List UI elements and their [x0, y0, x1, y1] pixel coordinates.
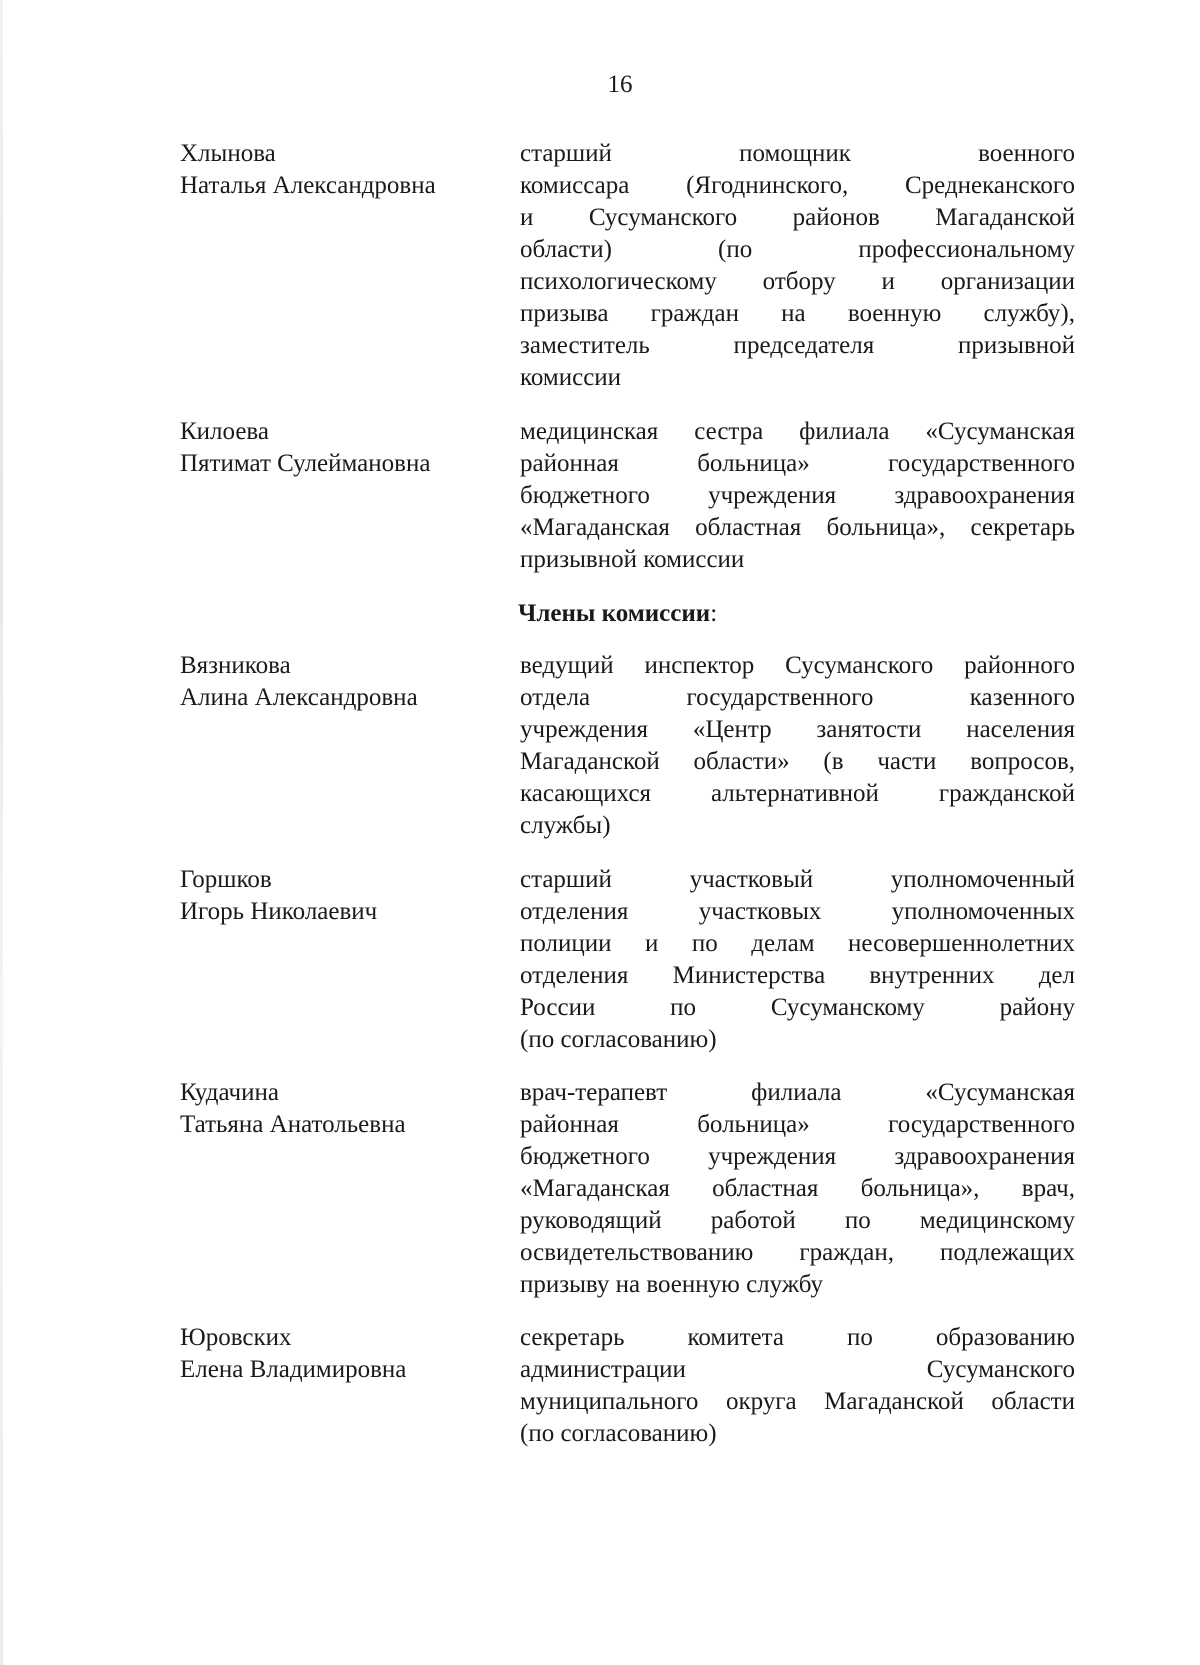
- person-name: [180, 138, 510, 202]
- role-line: районная больница» государственного: [520, 450, 1075, 477]
- role-line: учреждения «Центр занятости населения: [520, 716, 1075, 743]
- role-line: психологическому отбору и организации: [520, 268, 1075, 295]
- person-name: [180, 416, 510, 480]
- person-role: [520, 138, 1075, 394]
- person-role: [520, 864, 1075, 1056]
- role-line: и Сусуманского районов Магаданской: [520, 204, 1075, 231]
- person-given-names: Пятимат Сулеймановна: [180, 450, 431, 477]
- role-line: России по Сусуманскому району: [520, 994, 1075, 1021]
- person-name: [180, 864, 510, 928]
- role-line: (по согласованию): [520, 1026, 717, 1053]
- role-line: отделения Министерства внутренних дел: [520, 962, 1075, 989]
- role-line: муниципального округа Магаданской области: [520, 1388, 1075, 1415]
- role-line: (по согласованию): [520, 1420, 717, 1447]
- role-line: ведущий инспектор Сусуманского районного: [520, 652, 1075, 679]
- role-line: освидетельствованию граждан, подлежащих: [520, 1239, 1075, 1266]
- person-role: [520, 416, 1075, 576]
- person-role: [520, 650, 1075, 842]
- person-role: [520, 1322, 1075, 1450]
- role-line: комиссии: [520, 364, 622, 391]
- scan-edge-artifact: [0, 0, 3, 1665]
- role-line: призыву на военную службу: [520, 1271, 824, 1298]
- person-surname: Кудачина: [180, 1079, 279, 1106]
- role-line: отдела государственного казенного: [520, 684, 1075, 711]
- role-line: комиссара (Ягоднинского, Среднеканского: [520, 172, 1075, 199]
- role-line: врач-терапевт филиала «Сусуманская: [520, 1079, 1075, 1106]
- role-line: службы): [520, 812, 611, 839]
- person-surname: Килоева: [180, 418, 270, 445]
- person-surname: Хлынова: [180, 140, 276, 167]
- role-line: руководящий работой по медицинскому: [520, 1207, 1075, 1234]
- role-line: бюджетного учреждения здравоохранения: [520, 482, 1075, 509]
- role-line: заместитель председателя призывной: [520, 332, 1075, 359]
- role-line: призыва граждан на военную службу),: [520, 300, 1075, 327]
- person-given-names: Наталья Александровна: [180, 172, 436, 199]
- page-number: 16: [607, 71, 633, 98]
- person-role: [520, 1077, 1075, 1301]
- person-given-names: Алина Александровна: [180, 684, 418, 711]
- person-given-names: Елена Владимировна: [180, 1356, 407, 1383]
- role-line: старший участковый уполномоченный: [520, 866, 1075, 893]
- role-line: секретарь комитета по образованию: [520, 1324, 1075, 1351]
- role-line: бюджетного учреждения здравоохранения: [520, 1143, 1075, 1170]
- person-given-names: Игорь Николаевич: [180, 898, 378, 925]
- role-line: Магаданской области» (в части вопросов,: [520, 748, 1075, 775]
- role-line: призывной комиссии: [520, 546, 745, 573]
- members-heading: [518, 598, 717, 630]
- role-line: медицинская сестра филиала «Сусуманская: [520, 418, 1075, 445]
- role-line: «Магаданская областная больница», секретарь: [520, 514, 1075, 541]
- role-line: отделения участковых уполномоченных: [520, 898, 1075, 925]
- role-line: касающихся альтернативной гражданской: [520, 780, 1075, 807]
- role-line: «Магаданская областная больница», врач,: [520, 1175, 1075, 1202]
- person-name: [180, 650, 510, 714]
- members-heading-colon: :: [710, 600, 718, 627]
- person-name: [180, 1077, 510, 1141]
- role-line: районная больница» государственного: [520, 1111, 1075, 1138]
- person-surname: Горшков: [180, 866, 272, 893]
- person-surname: Юровских: [180, 1324, 292, 1351]
- role-line: области) (по профессиональному: [520, 236, 1075, 263]
- person-surname: Вязникова: [180, 652, 291, 679]
- role-line: администрации Сусуманского: [520, 1356, 1075, 1383]
- person-given-names: Татьяна Анатольевна: [180, 1111, 406, 1138]
- role-line: полиции и по делам несовершеннолетних: [520, 930, 1075, 957]
- role-line: старший помощник военного: [520, 140, 1075, 167]
- members-heading-text: Члены комиссии: [518, 600, 711, 627]
- person-name: [180, 1322, 510, 1386]
